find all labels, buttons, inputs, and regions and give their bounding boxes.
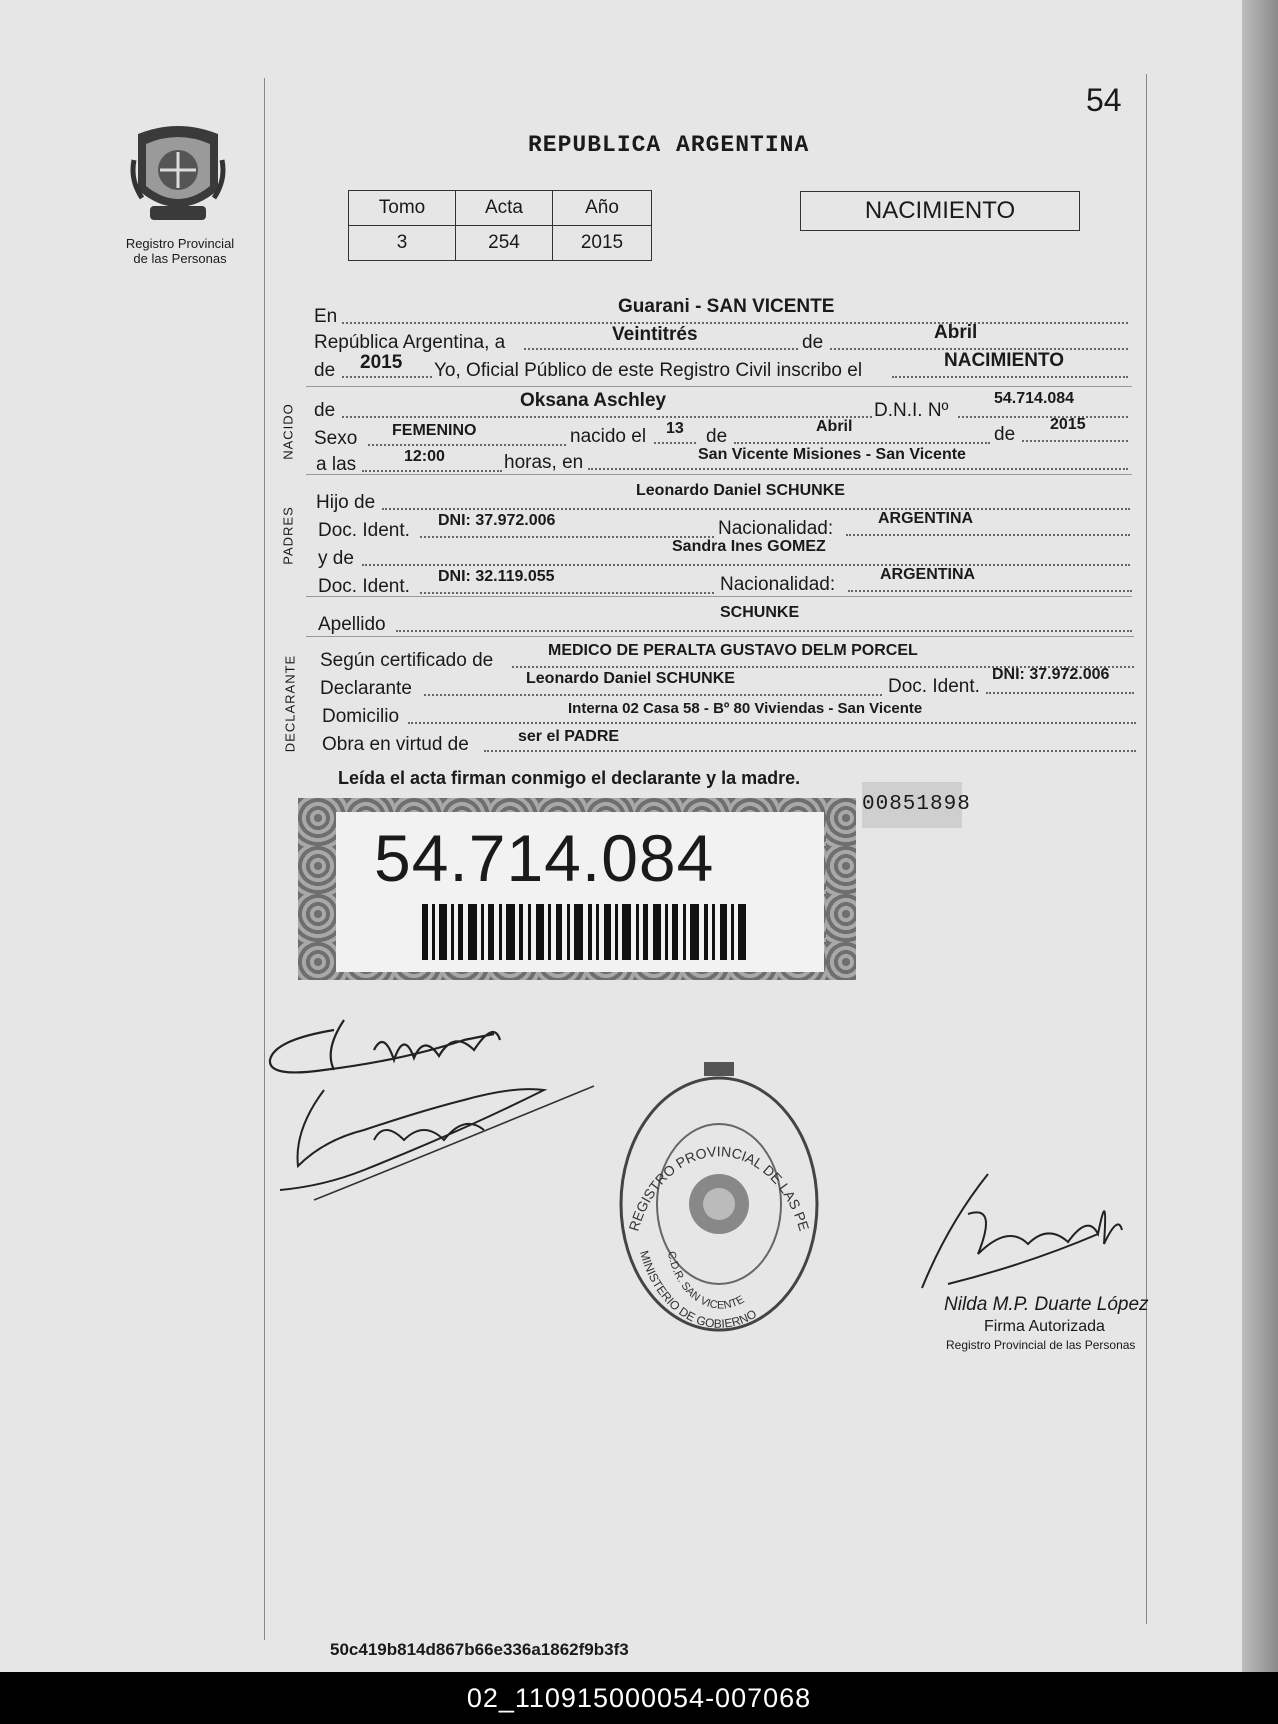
apellido-label: Apellido bbox=[318, 614, 386, 635]
dotted-line bbox=[342, 376, 432, 378]
father-doc-value: DNI: 37.972.006 bbox=[438, 512, 556, 529]
a-las-label: a las bbox=[316, 454, 357, 475]
birth-year-value: 2015 bbox=[1050, 416, 1086, 433]
separator bbox=[306, 386, 1132, 387]
address-value: Interna 02 Casa 58 - Bº 80 Viviendas - San Vicente bbox=[568, 700, 923, 717]
birth-place-value: San Vicente Misiones - San Vicente bbox=[698, 446, 966, 463]
certificate-value: MEDICO DE PERALTA GUSTAVO DELM PORCEL bbox=[548, 642, 918, 659]
hijo-label: Hijo de bbox=[316, 492, 376, 513]
birth-month-value: Abril bbox=[816, 418, 853, 435]
place-value: Guarani - SAN VICENTE bbox=[618, 296, 835, 317]
de-label-2: de bbox=[314, 360, 336, 381]
dotted-line bbox=[342, 416, 872, 418]
domicilio-label: Domicilio bbox=[322, 706, 400, 727]
serial-number: 00851898 bbox=[862, 782, 962, 828]
ref-value-acta: 254 bbox=[456, 226, 553, 261]
official-name: Nilda M.P. Duarte López bbox=[944, 1294, 1149, 1315]
separator bbox=[306, 636, 1134, 637]
registry-label-line2: de las Personas bbox=[133, 251, 227, 266]
year-value: 2015 bbox=[360, 352, 403, 373]
de-label-3: de bbox=[314, 400, 336, 421]
dotted-line bbox=[846, 534, 1130, 536]
seal-inner-text: C.D.R. SAN VICENTE bbox=[664, 1250, 747, 1312]
dotted-line bbox=[342, 322, 1128, 324]
child-name-value: Oksana Aschley bbox=[520, 390, 667, 411]
dotted-line bbox=[848, 590, 1132, 592]
dotted-line bbox=[368, 444, 566, 446]
official-signature bbox=[908, 1164, 1138, 1304]
republica-label: República Argentina, a bbox=[314, 332, 506, 353]
father-nationality-value: ARGENTINA bbox=[878, 510, 974, 527]
registry-label bbox=[110, 236, 250, 266]
dotted-line bbox=[420, 536, 714, 538]
sexo-label: Sexo bbox=[314, 428, 358, 449]
province-crest-logo bbox=[128, 120, 228, 230]
mother-nationality-value: ARGENTINA bbox=[880, 566, 976, 583]
certificado-label: Según certificado de bbox=[320, 650, 494, 671]
signatures bbox=[264, 990, 604, 1220]
nacionalidad-label-2: Nacionalidad: bbox=[720, 574, 836, 595]
birth-day-value: 13 bbox=[666, 420, 684, 437]
ref-value-ano: 2015 bbox=[553, 226, 652, 261]
horas-label: horas, en bbox=[504, 452, 584, 473]
father-signature bbox=[270, 1020, 500, 1072]
child-dni-value: 54.714.084 bbox=[994, 390, 1075, 407]
official-role: Firma Autorizada bbox=[984, 1318, 1105, 1335]
official-registry: Registro Provincial de las Personas bbox=[946, 1338, 1136, 1352]
de-label: de bbox=[802, 332, 824, 353]
declarant-value: Leonardo Daniel SCHUNKE bbox=[526, 670, 735, 687]
dotted-line bbox=[892, 376, 1128, 378]
page-number: 54 bbox=[1086, 82, 1122, 118]
separator bbox=[306, 596, 1132, 597]
section-label-declarante: DECLARANTE bbox=[282, 654, 298, 753]
dotted-line bbox=[986, 692, 1134, 694]
yo-label: Yo, Oficial Público de este Registro Civil inscribo el bbox=[434, 360, 863, 381]
dni-sticker-label bbox=[336, 812, 824, 972]
separator bbox=[306, 474, 1132, 475]
dotted-line bbox=[524, 348, 798, 350]
dotted-line bbox=[396, 630, 1132, 632]
dotted-line bbox=[362, 564, 1130, 566]
official-seal bbox=[614, 1062, 824, 1346]
seal-bottom-text: MINISTERIO DE GOBIERNO bbox=[637, 1248, 759, 1331]
doc-ident-label-2: Doc. Ident. bbox=[318, 576, 410, 597]
dotted-line bbox=[654, 442, 696, 444]
declarante-label: Declarante bbox=[320, 678, 412, 699]
mother-signature bbox=[280, 1089, 544, 1190]
mother-value: Sandra Ines GOMEZ bbox=[672, 538, 826, 555]
dotted-line bbox=[734, 442, 990, 444]
dotted-line bbox=[420, 592, 714, 594]
sex-value: FEMENINO bbox=[392, 422, 477, 439]
ref-header-acta: Acta bbox=[456, 191, 553, 226]
obra-label: Obra en virtud de bbox=[322, 734, 469, 755]
dni-label: D.N.I. Nº bbox=[874, 400, 949, 421]
surname-value: SCHUNKE bbox=[720, 604, 800, 621]
dotted-line bbox=[362, 470, 502, 472]
mother-doc-value: DNI: 32.119.055 bbox=[438, 568, 555, 585]
y-de-label: y de bbox=[318, 548, 354, 569]
decl-doc-label: Doc. Ident. bbox=[888, 676, 980, 697]
act-type-value: NACIMIENTO bbox=[944, 350, 1064, 371]
month-value: Abril bbox=[934, 322, 978, 343]
ref-header-tomo: Tomo bbox=[349, 191, 456, 226]
en-label: En bbox=[314, 306, 338, 327]
reference-table bbox=[348, 190, 652, 261]
record-type-box: NACIMIENTO bbox=[800, 191, 1080, 231]
nacido-label: nacido el bbox=[570, 426, 647, 447]
dotted-line bbox=[958, 416, 1128, 418]
dni-sticker-number: 54.714.084 bbox=[374, 821, 715, 895]
dotted-line bbox=[588, 468, 1128, 470]
father-value: Leonardo Daniel SCHUNKE bbox=[636, 482, 845, 499]
de-label-5: de bbox=[994, 424, 1016, 445]
dotted-line bbox=[1022, 440, 1128, 442]
dotted-line bbox=[424, 694, 882, 696]
section-label-nacido: NACIDO bbox=[280, 403, 296, 460]
de-label-4: de bbox=[706, 426, 728, 447]
dotted-line bbox=[382, 508, 1130, 510]
declarant-doc-value: DNI: 37.972.006 bbox=[992, 666, 1110, 683]
day-value: Veintitrés bbox=[612, 324, 698, 345]
hour-value: 12:00 bbox=[404, 448, 445, 465]
ref-header-ano: Año bbox=[553, 191, 652, 226]
dni-sticker bbox=[298, 798, 856, 980]
dotted-line bbox=[408, 722, 1136, 724]
file-id-bar: 02_110915000054-007068 bbox=[0, 1672, 1278, 1724]
capacity-value: ser el PADRE bbox=[518, 728, 620, 745]
ref-value-tomo: 3 bbox=[349, 226, 456, 261]
nacionalidad-label: Nacionalidad: bbox=[718, 518, 834, 539]
registry-label-line1: Registro Provincial bbox=[125, 236, 235, 251]
document-title: REPUBLICA ARGENTINA bbox=[528, 132, 810, 158]
left-margin-line bbox=[264, 78, 265, 1640]
barcode-icon bbox=[422, 904, 748, 960]
page-edge bbox=[1242, 0, 1278, 1672]
right-margin-line bbox=[1146, 74, 1147, 1624]
doc-ident-label: Doc. Ident. bbox=[318, 520, 410, 541]
seal-outer-text: REGISTRO PROVINCIAL DE LAS PE bbox=[625, 1143, 813, 1233]
document-hash: 50c419b814d867b66e336a1862f9b3f3 bbox=[330, 1640, 629, 1659]
seal-icon bbox=[614, 1062, 824, 1346]
dotted-line bbox=[484, 750, 1136, 752]
section-label-padres: PADRES bbox=[280, 506, 296, 565]
closing-statement: Leída el acta firman conmigo el declarante y la madre. bbox=[338, 768, 801, 788]
